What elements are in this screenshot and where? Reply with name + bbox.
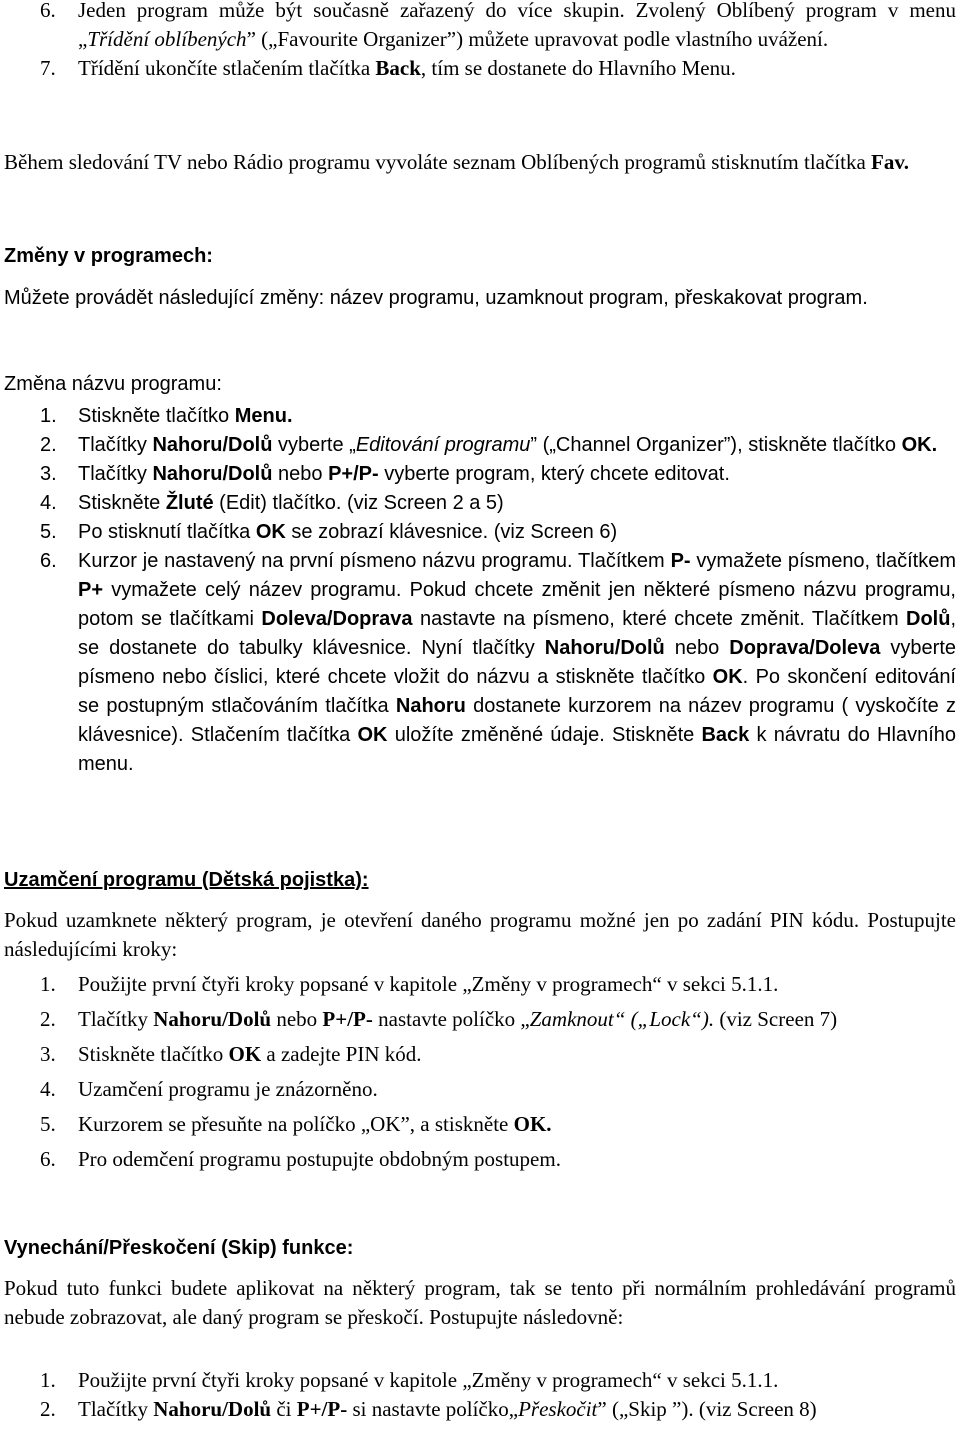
item-number: 2.: [40, 434, 57, 456]
list-item: [4, 1040, 956, 1069]
changes-intro: Můžete provádět následující změny: název programu, uzamknout program, přeskakovat program.: [4, 287, 868, 309]
item-number: 4.: [40, 492, 57, 514]
lock-heading: Uzamčení programu (Dětská pojistka):: [4, 869, 369, 891]
rename-subheading: Změna názvu programu:: [4, 373, 222, 395]
item-text: Kurzor je nastavený na první písmeno názvu programu. Tlačítkem P- vymažete písmeno, tlačítkem P+ vymažete celý název programu. Pokud chcete změnit jen některé písmeno názvu programu, potom se tlačítkami Doleva/Doprava nastavte na písmeno, které chcete změnit. Tlačítkem Dolů, se dostanete do tabulky klávesnice. Nyní tlačítky Nahoru/Dolů nebo Doprava/Doleva vyberte písmeno nebo číslici, které chcete vložit do názvu a stiskněte tlačítko OK. Po skončení editování se postupným stlačováním tlačítka Nahoru dostanete kurzorem na název programu ( vyskočíte z klávesnice). Stlačením tlačítka OK uložíte změněné údaje. Stiskněte Back k návratu do Hlavního menu.: [78, 550, 957, 775]
list-item: [4, 970, 956, 999]
item-number: 6.: [40, 1147, 56, 1171]
item-text: Po stisknutí tlačítka OK se zobrazí klávesnice. (viz Screen 6): [78, 521, 618, 543]
list-item: [4, 1110, 956, 1139]
item-text: Stiskněte tlačítko Menu.: [78, 405, 293, 427]
list-item: [4, 402, 956, 431]
item-text: Použijte první čtyři kroky popsané v kapitole „Změny v programech“ v sekci 5.1.1.: [78, 972, 779, 996]
list-item: 7. Třídění ukončíte stlačením tlačítka Back, tím se dostanete do Hlavního Menu.: [4, 54, 956, 83]
list-item: [4, 431, 956, 460]
item-number: 7.: [40, 56, 56, 80]
item-number: 5.: [40, 521, 57, 543]
skip-heading: Vynechání/Přeskočení (Skip) funkce:: [4, 1237, 354, 1259]
item-number: 1.: [40, 972, 56, 996]
item-text: Tlačítky Nahoru/Dolů či P+/P- si nastavte políčko„Přeskočit” („Skip ”). (viz Screen 8): [78, 1397, 817, 1421]
list-item: [4, 1395, 956, 1424]
item-number: 5.: [40, 1112, 56, 1136]
item-text: Použijte první čtyři kroky popsané v kapitole „Změny v programech“ v sekci 5.1.1.: [78, 1368, 779, 1392]
item-text: Tlačítky Nahoru/Dolů nebo P+/P- vyberte program, který chcete editovat.: [78, 463, 730, 485]
item-text: Tlačítky Nahoru/Dolů vyberte „Editování programu” („Channel Organizer”), stiskněte tlačítko OK.: [78, 434, 938, 456]
rename-steps: [4, 402, 956, 779]
changes-heading: Změny v programech:: [4, 245, 213, 267]
top-list: [4, 0, 956, 83]
list-item: 6. Jeden program může být současně zařazený do více skupin. Zvolený Oblíbený program v menu „Třídění oblíbených” („Favourite Organizer”) můžete upravovat podle vlastního uvážení.: [4, 0, 956, 54]
list-item: [4, 1075, 956, 1104]
item-number: 3.: [40, 463, 57, 485]
item-text: Kurzorem se přesuňte na políčko „OK”, a stiskněte OK.: [78, 1112, 552, 1136]
item-text: Uzamčení programu je znázorněno.: [78, 1077, 378, 1101]
list-item: [4, 1005, 956, 1034]
item-number: 2.: [40, 1007, 56, 1031]
item-number: 3.: [40, 1042, 56, 1066]
list-item: [4, 1145, 956, 1174]
list-item: [4, 547, 956, 779]
item-text: Pro odemčení programu postupujte obdobným postupem.: [78, 1147, 561, 1171]
list-item: [4, 1366, 956, 1395]
item-text: Tlačítky Nahoru/Dolů nebo P+/P- nastavte políčko „Zamknout“ („Lock“). (viz Screen 7): [78, 1007, 838, 1031]
item-number: 1.: [40, 1368, 56, 1392]
skip-steps: [4, 1366, 956, 1424]
item-number: 2.: [40, 1397, 56, 1421]
item-number: 6.: [40, 550, 57, 572]
skip-intro: Pokud tuto funkci budete aplikovat na některý program, tak se tento při normálním prohledávání programů nebude zobrazovat, ale daný program se přeskočí. Postupujte následovně:: [4, 1276, 956, 1329]
lock-steps: [4, 970, 956, 1180]
fav-paragraph: Během sledování TV nebo Rádio programu vyvoláte seznam Oblíbených programů stisknutím tlačítka Fav.: [4, 150, 909, 174]
item-number: 1.: [40, 405, 57, 427]
list-item: [4, 489, 956, 518]
item-text: Stiskněte Žluté (Edit) tlačítko. (viz Screen 2 a 5): [78, 492, 504, 514]
lock-intro: Pokud uzamknete některý program, je otevření daného programu možné jen po zadání PIN kódu. Postupujte následujícími kroky:: [4, 908, 956, 961]
item-number: 4.: [40, 1077, 56, 1101]
list-item: [4, 518, 956, 547]
item-number: 6.: [40, 0, 56, 22]
list-item: [4, 460, 956, 489]
item-text: Stiskněte tlačítko OK a zadejte PIN kód.: [78, 1042, 422, 1066]
